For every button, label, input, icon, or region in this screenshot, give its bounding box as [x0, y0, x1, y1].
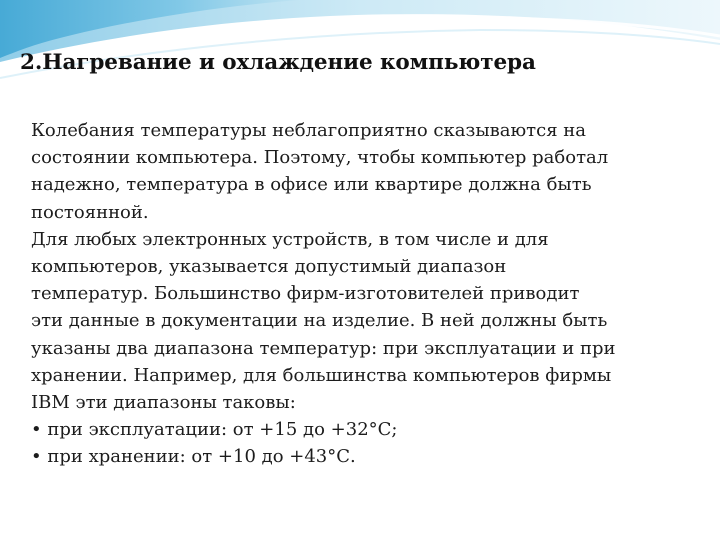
body-line: компьютеров, указывается допустимый диапазон: [31, 256, 507, 278]
body-line: постоянной.: [31, 201, 149, 223]
body-line: эти данные в документации на изделие. В ней должны быть: [31, 310, 608, 332]
body-line: Колебания температуры неблагоприятно сказываются на: [31, 120, 587, 141]
body-line: температур. Большинство фирм-изготовителей приводит: [31, 283, 580, 305]
body-line: хранении. Например, для большинства компьютеров фирмы: [31, 364, 612, 386]
body-line: указаны два диапазона температур: при эксплуатации и при: [31, 337, 616, 359]
header-wave-decoration: [0, 0, 720, 95]
slide-title: 2.Нагревание и охлаждение компьютера: [20, 50, 536, 75]
bullet-item: • при хранении: от +10 до +43°С.: [31, 446, 356, 468]
body-line: IBM эти диапазоны таковы:: [31, 392, 296, 414]
body-line: состоянии компьютера. Поэтому, чтобы компьютер работал: [31, 147, 609, 169]
bullet-item: • при эксплуатации: от +15 до +32°С;: [31, 419, 398, 441]
body-line: Для любых электронных устройств, в том числе и для: [31, 228, 549, 250]
body-line: надежно, температура в офисе или квартире должна быть: [31, 174, 592, 196]
body-text: [31, 117, 709, 471]
